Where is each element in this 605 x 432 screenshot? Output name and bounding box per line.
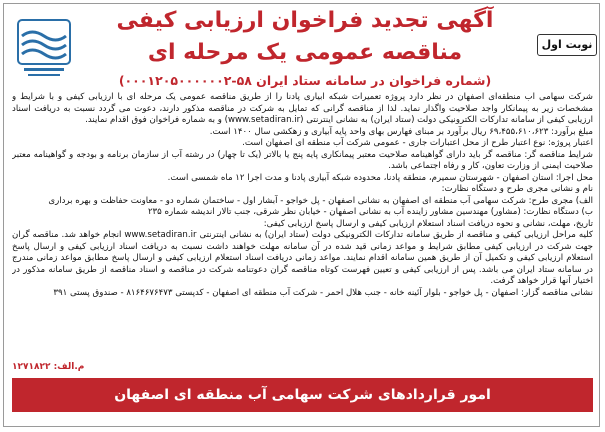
paragraph-intro: شرکت سهامی آب منطقه‌ای اصفهان در نظر دارد پروژه تعمیرات شبکه آبیاری پادنا را از طریق مناقصه عمومی یک مرحله ای با ارزیابی کیفی و با شرایط و مشخصات زیر به پیمانکار واجد صلاحیت واگذار نماید. لذا از مناقصه گرانی که تمایل به شرکت در مناقصه مذکور دارند، دعوت می گردد نسبت به دریافت اسناد ارزیابی کیفی از سامانه تدارکات الکترونیکی دولت (ستاد ایران) به نشانی اینترنتی (www.setadiran.ir) و به شماره فراخوان فوق اقدام نمایند. (12, 92, 593, 125)
round-badge: نوبت اول (537, 34, 597, 56)
footer-banner: امور قراردادهای شرکت سهامی آب منطقه ای اصفهان (12, 378, 593, 412)
paragraph-executor: الف) مجری طرح: شرکت سهامی آب منطقه ای اصفهان به نشانی اصفهان - پل خواجو - آبشار اول - ساختمان شماره دو - معاونت حفاظت و بهره برداری (48, 195, 593, 206)
reference-number: م.الف: ۱۲۷۱۸۲۲ (12, 362, 85, 372)
paragraph-budget: اعتبار پروژه: نوع اعتبار طرح از محل اعتبارات جاری - عمومی شرکت آب منطقه ای اصفهان است. (242, 138, 593, 148)
paragraph-address: نشانی مناقصه گزار: اصفهان - پل خواجو - بلوار آئینه خانه - جنب هلال احمر - شرکت آب منطقه ای اصفهان - کدپستی ۸۱۶۴۶۷۶۴۷۳ - صندوق پستی ۳۹۱ (53, 287, 593, 298)
paragraph-location: محل اجرا: استان اصفهان - شهرستان سمیرم، منطقه پادنا، محدوده شبکه آبیاری پادنا و مدت اجرا ۱۲ ماه شمسی است. (167, 172, 593, 183)
water-company-logo (14, 18, 74, 80)
paragraph-estimate: مبلغ برآورد: ۶۹،۴۵۵،۶۱۰،۶۲۳ ریال برآورد بر مبنای فهارس بهای واحد پایه آبیاری و زهکشی سال ۱۴۰۰ است. (209, 126, 593, 137)
notice-body (12, 92, 593, 382)
paragraph-conditions: شرایط مناقصه گر: مناقصه گر باید دارای گواهینامه صلاحیت معتبر پیمانکاری پایه پنج یا بالاتر (یک تا چهار) در رشته آب از سازمان برنامه و بودجه و گواهینامه معتبر صلاحیت ایمنی از وزارت تعاون، کار و رفاه اجتماعی باشد. (12, 149, 593, 171)
paragraph-supervisor: ب) دستگاه نظارت: (مشاور) مهندسین مشاور زاینده آب به نشانی اصفهان - خیابان نظر شرقی، جنب تالار اندیشه شماره ۲۳۵ (147, 207, 593, 217)
page-title: آگهی تجدید فراخوان ارزیابی کیفی (116, 8, 494, 33)
paragraph-executors-heading: نام و نشانی مجری طرح و دستگاه نظارت: (441, 184, 593, 194)
page-title-line2: مناقصه عمومی یک مرحله ای (147, 40, 463, 65)
paragraph-dates-heading: تاریخ، مهلت، نشانی و نحوه دریافت اسناد استعلام ارزیابی کیفی و ارسال پاسخ ارزیابی کیفی: (263, 218, 593, 229)
paragraph-procedure: کلیه مراحل ارزیابی کیفی و مناقصه از طریق سامانه تدارکات الکترونیکی دولت (ستاد ایران) به نشانی اینترنتی www.setadiran.ir انجام خواهد شد. مناقصه گران جهت شرکت در ارزیابی کیفی مطابق شرایط و مواعد زمانی قید شده در آن سامانه مهلت خواهند داشت نسبت به دریافت اسناد ارزیابی کیفی و ارسال پاسخ استعلام ارزیابی کیفی و تکمیل آن از طریق همین سامانه اقدام نمایند. مواعد زمانی دریافت اسناد استعلام ارزیابی کیفی و ارسال پاسخ مطابق مواعد زمانی مندرج در سامانه ستاد ایران می باشد. پس از ارزیابی کیفی و تعیین فهرست کوتاه مناقصه گران دعوتنامه شرکت در مناقصه و اسناد مناقصه از طریق سامانه مذکور در اختیار آنها قرار خواهد گرفت. (12, 230, 593, 286)
call-number: (شماره فراخوان در سامانه ستاد ایران ۵۸-۰۰۰۱۲۰۵۰۰۰۰۰۰۲) (118, 73, 492, 88)
